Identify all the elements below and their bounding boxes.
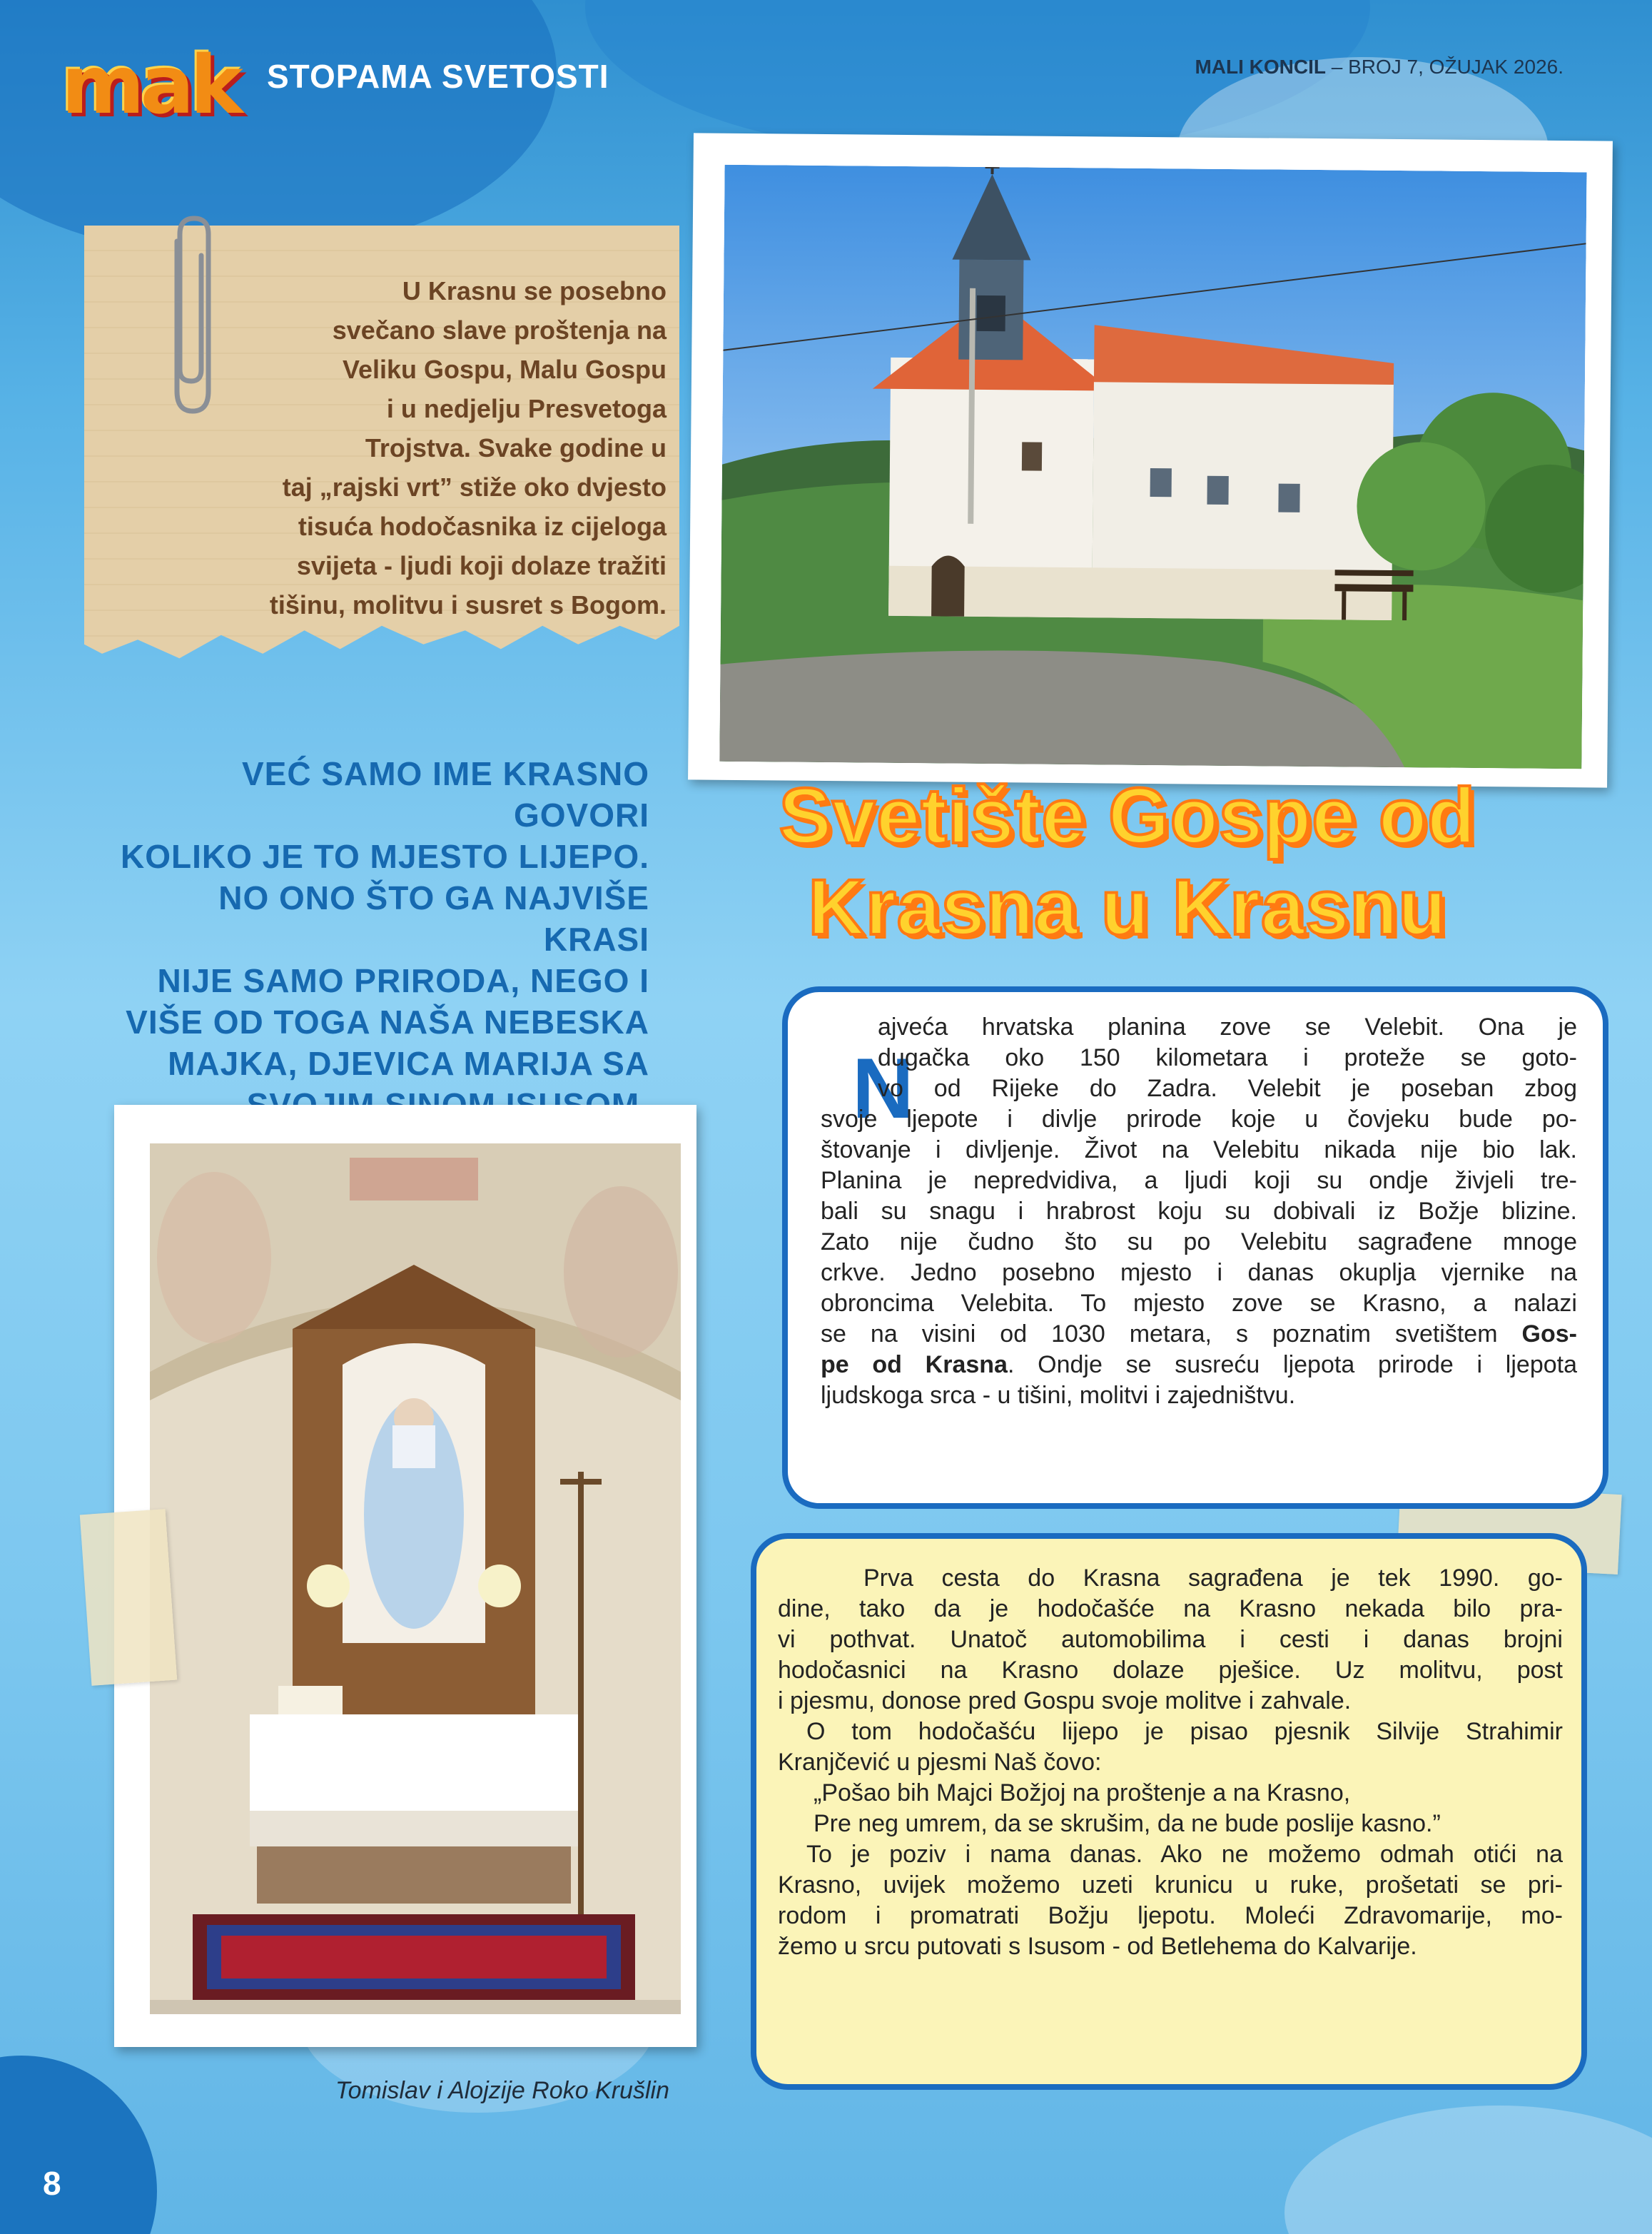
photo-credit: Tomislav i Alojzije Roko Krušlin (335, 2077, 669, 2104)
note-line: svečano slave proštenja na (332, 315, 667, 345)
tape-decoration (80, 1509, 177, 1686)
title-line: Krasna u Krasnu (808, 864, 1447, 951)
yellow-row: Pre neg umrem, da se skrušim, da ne bude poslije kasno.” (814, 1810, 1441, 1837)
yellow-row: Krasno, uvijek možemo uzeti krunicu u ruke, prošetati se pri- (778, 1871, 1563, 1899)
article-row: vo od Rijeke do Zadra. Velebit je poseban zbog (878, 1075, 1577, 1102)
article-row: obroncima Velebita. To mjesto zove se Krasno, a nalazi (821, 1290, 1577, 1317)
intro-line: VIŠE OD TOGA NAŠA NEBESKA (126, 1004, 649, 1041)
intro-line: KOLIKO JE TO MJESTO LIJEPO. (120, 838, 649, 875)
yellow-row: dine, tako da je hodočašće na Krasno nekada bilo pra- (778, 1595, 1563, 1622)
church-photo-frame (688, 133, 1613, 787)
intro-line: MAJKA, DJEVICA MARIJA SA (168, 1045, 649, 1082)
note-line: taj „rajski vrt” stiže oko dvjesto (282, 472, 667, 502)
magazine-logo: mak (61, 39, 239, 132)
title-line: Svetište Gospe od (779, 772, 1476, 860)
note-text (131, 271, 667, 625)
note-line: Trojstva. Svake godine u (365, 433, 667, 463)
article-row: Zato nije čudno što su po Velebitu sagrađene mnoge (821, 1228, 1577, 1255)
article-bold: Gos- (1521, 1320, 1577, 1348)
article-row: svoje ljepote i divlje prirode koje u čovjeku bude po- (821, 1106, 1577, 1133)
drop-cap: N (852, 1041, 914, 1136)
magazine-name: MALI KONCIL (1195, 56, 1326, 78)
yellow-row: „Pošao bih Majci Božjoj na proštenje a na Krasno, (814, 1779, 1351, 1806)
yellow-row: hodočasnici na Krasno dolaze pješice. Uz molitvu, post (778, 1657, 1563, 1684)
intro-text (107, 753, 649, 1126)
intro-line: NO ONO ŠTO GA NAJVIŠE KRASI (218, 879, 649, 958)
article-bold: pe od Krasna (821, 1351, 1008, 1378)
yellow-row: rodom i promatrati Božju ljepotu. Moleći Zdravomarije, mo- (778, 1902, 1563, 1929)
note-line: tišinu, molitvu i susret s Bogom. (269, 590, 667, 620)
yellow-row: i pjesmu, donose pred Gospu svoje molitve i zahvale. (778, 1687, 1352, 1714)
note-line: U Krasnu se posebno (402, 276, 667, 305)
article-text (821, 1012, 1577, 1411)
background-splash (1284, 2106, 1652, 2234)
note-line: svijeta - ljudi koji dolaze tražiti (296, 551, 667, 580)
article-row: ljudskoga srca - u tišini, molitvi i zajedništvu. (821, 1382, 1296, 1409)
yellow-row: Prva cesta do Krasna sagrađena je tek 1990. go- (863, 1565, 1563, 1592)
church-photo (719, 165, 1586, 769)
altar-photo (150, 1143, 681, 2014)
article-row: dugačka oko 150 kilometara i proteže se goto- (878, 1044, 1577, 1071)
section-title: STOPAMA SVETOSTI (267, 58, 609, 95)
altar-illustration (150, 1143, 681, 2014)
article-row (821, 1319, 1577, 1350)
article-fragment: . Ondje se susreću ljepota prirode i ljepota (1007, 1351, 1578, 1378)
intro-line: NIJE SAMO PRIRODA, NEGO I (157, 962, 649, 999)
article-row: Planina je nepredvidiva, a ljudi koji su ondje živjeli tre- (821, 1167, 1577, 1194)
article-fragment: se na visini od 1030 metara, s poznatim svetištem (821, 1320, 1522, 1348)
note-line: tisuća hodočasnika iz cijeloga (298, 512, 667, 541)
altar-photo-frame (114, 1105, 696, 2047)
page-number: 8 (43, 2165, 61, 2202)
background-splash (0, 2056, 157, 2234)
yellow-row: vi pothvat. Unatoč automobilima i cesti i danas brojni (778, 1626, 1563, 1653)
article-row: ajveća hrvatska planina zove se Velebit. Ona je (878, 1014, 1577, 1041)
yellow-row: O tom hodočašću lijepo je pisao pjesnik Silvije Strahimir (806, 1718, 1563, 1745)
article-row: štovanje i divljenje. Život na Velebitu nikada nije bio lak. (821, 1136, 1577, 1163)
church-illustration (719, 165, 1586, 769)
article-row (821, 1350, 1577, 1380)
article-row: bali su snagu i hrabrost koju su dobivali iz Božje blizine. (821, 1198, 1577, 1225)
issue-info (1195, 56, 1564, 79)
yellow-row: žemo u srcu putovati s Isusom - od Betlehema do Kalvarije. (778, 1933, 1417, 1960)
yellow-row: Kranjčević u pjesmi Naš čovo: (778, 1749, 1102, 1776)
yellow-text (778, 1563, 1563, 1962)
intro-line: VEĆ SAMO IME KRASNO GOVORI (241, 755, 649, 834)
article-row: crkve. Jedno posebno mjesto i danas okuplja vjernike na (821, 1259, 1577, 1286)
issue-number: – BROJ 7, OŽUJAK 2026. (1325, 56, 1564, 78)
yellow-row: To je poziv i nama danas. Ako ne možemo odmah otići na (806, 1841, 1563, 1868)
note-line: Veliku Gospu, Malu Gospu (342, 355, 667, 384)
page-title (657, 771, 1598, 954)
note-line: i u nedjelju Presvetoga (386, 394, 667, 423)
